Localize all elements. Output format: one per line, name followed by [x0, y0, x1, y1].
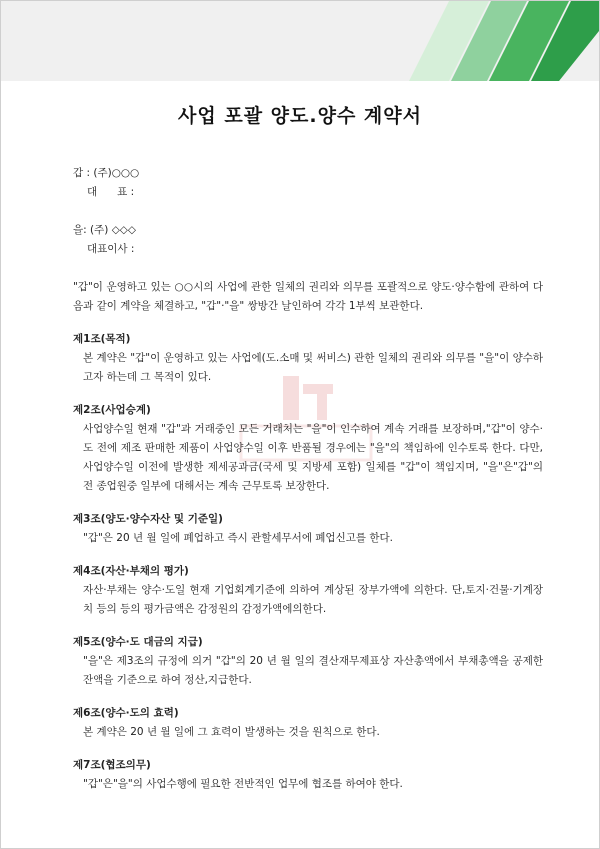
document-title: 사업 포괄 양도.양수 계약서 [178, 105, 422, 127]
article-5 [73, 633, 543, 690]
article-3 [73, 510, 543, 548]
article-body: "갑"은 20 년 월 일에 폐업하고 즉시 관할세무서에 폐업신고를 한다. [83, 532, 393, 544]
article-title: 제3조(양도·양수자산 및 기준일) [73, 513, 223, 525]
party-a-line: 갑 : (주)○○○ [73, 167, 140, 179]
document-body [73, 164, 543, 794]
article-1 [73, 330, 543, 387]
article-body: "갑"은"을"의 사업수행에 필요한 전반적인 업무에 협조를 하여야 한다. [83, 778, 403, 790]
article-6 [73, 704, 543, 742]
party-b-representative: 대표이사 : [87, 243, 135, 255]
article-title: 제2조(사업승계) [73, 404, 151, 416]
party-a-representative: 대 표 : [87, 186, 135, 198]
article-title: 제7조(협조의무) [73, 759, 151, 771]
intro-paragraph: "갑"이 운영하고 있는 ○○시의 사업에 관한 일체의 권리와 의무를 포괄적으로 양도·양수함에 관하여 다음과 같이 계약을 체결하고, "갑"·"을" 쌍방간 날인하여 각각 1부씩 보관한다. [73, 281, 543, 312]
article-title: 제4조(자산·부채의 평가) [73, 565, 189, 577]
article-body: 사업양수일 현재 "갑"과 거래중인 모든 거래처는 "을"이 인수하여 계속 거래를 보장하며,"갑"이 양수·도 전에 제조 판매한 제품이 사업양수일 이후 반품될 경우에는 "을"의 책임하에 인수토록 한다. 다만, 사업양수일 이전에 발생한 제세공과금(국세 및 지방세 포함) 일체를 "갑"이 책임지며, "을"은"갑"의 전 종업원중 일부에 대해서는 계속 근무토록 보장한다. [83, 423, 543, 492]
article-title: 제1조(목적) [73, 333, 131, 345]
corner-stripes-decoration [409, 1, 599, 81]
article-title: 제5조(양수·도 대금의 지급) [73, 636, 203, 648]
party-b-line: 을: (주) ◇◇◇ [73, 224, 136, 236]
article-body: "을"은 제3조의 규정에 의거 "갑"의 20 년 월 일의 결산재무제표상 자산총액에서 부채총액을 공제한 잔액을 기준으로 하여 정산,지급한다. [83, 655, 543, 686]
article-body: 본 계약은 "갑"이 운영하고 있는 사업에(도.소매 및 써비스) 관한 일체의 권리와 의무를 "을"이 양수하고자 하는데 그 목적이 있다. [83, 352, 543, 383]
article-body: 본 계약은 20 년 월 일에 그 효력이 발생하는 것을 원칙으로 한다. [83, 726, 380, 738]
article-4 [73, 562, 543, 619]
article-7 [73, 756, 543, 794]
article-body: 자산·부채는 양수·도일 현재 기업회계기준에 의하여 계상된 장부가액에 의한다. 단,토지·건물·기계장치 등의 등의 평가금액은 감정원의 감정가액에의한다. [83, 584, 543, 615]
article-2 [73, 401, 543, 496]
article-title: 제6조(양수·도의 효력) [73, 707, 179, 719]
